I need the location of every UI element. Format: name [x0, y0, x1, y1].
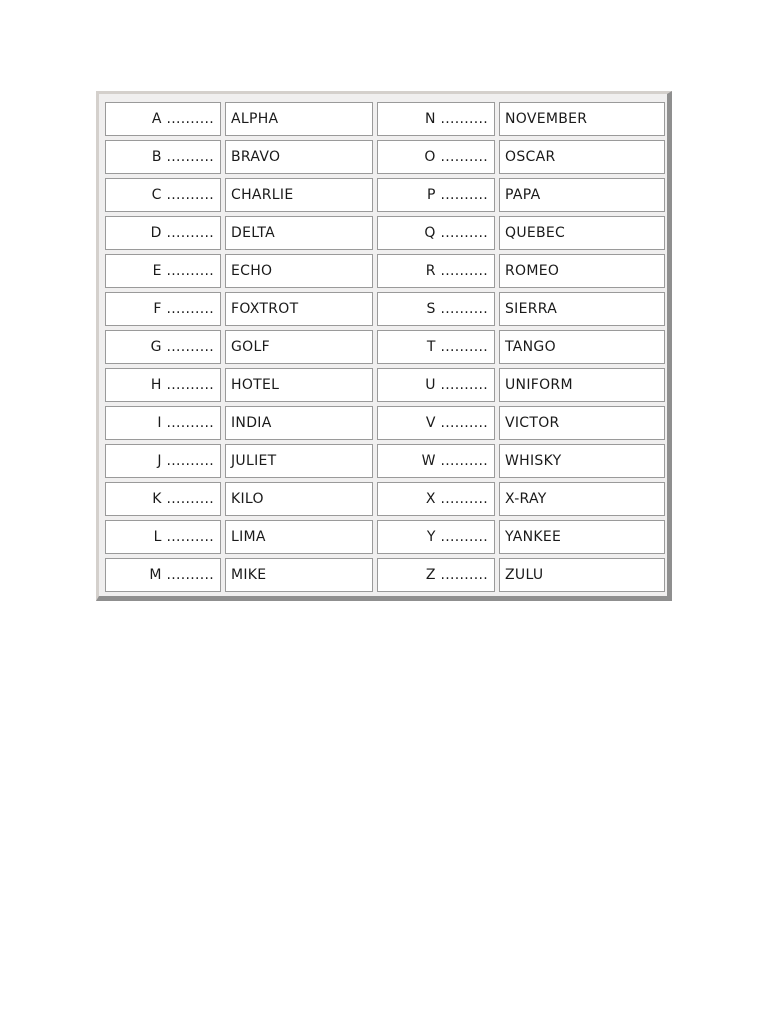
letter-cell: D .......... [105, 216, 221, 250]
code-word-cell: YANKEE [499, 520, 665, 554]
letter-cell: N .......... [377, 102, 495, 136]
code-word-cell: MIKE [225, 558, 373, 592]
code-word-cell: ALPHA [225, 102, 373, 136]
code-word-cell: BRAVO [225, 140, 373, 174]
code-word-cell: VICTOR [499, 406, 665, 440]
letter-cell: A .......... [105, 102, 221, 136]
letter-cell: K .......... [105, 482, 221, 516]
letter-cell: J .......... [105, 444, 221, 478]
code-word-cell: ZULU [499, 558, 665, 592]
letter-cell: R .......... [377, 254, 495, 288]
letter-cell: S .......... [377, 292, 495, 326]
letter-cell: B .......... [105, 140, 221, 174]
letter-cell: C .......... [105, 178, 221, 212]
code-word-cell: HOTEL [225, 368, 373, 402]
phonetic-alphabet-table [96, 91, 672, 601]
letter-cell: Q .......... [377, 216, 495, 250]
letter-cell: W .......... [377, 444, 495, 478]
letter-cell: U .......... [377, 368, 495, 402]
letter-cell: E .......... [105, 254, 221, 288]
letter-cell: O .......... [377, 140, 495, 174]
letter-cell: T .......... [377, 330, 495, 364]
code-word-cell: JULIET [225, 444, 373, 478]
code-word-cell: KILO [225, 482, 373, 516]
code-word-cell: QUEBEC [499, 216, 665, 250]
letter-cell: P .......... [377, 178, 495, 212]
letter-cell: I .......... [105, 406, 221, 440]
phonetic-alphabet-grid [105, 102, 665, 592]
code-word-cell: SIERRA [499, 292, 665, 326]
code-word-cell: WHISKY [499, 444, 665, 478]
code-word-cell: ROMEO [499, 254, 665, 288]
code-word-cell: GOLF [225, 330, 373, 364]
letter-cell: Y .......... [377, 520, 495, 554]
letter-cell: L .......... [105, 520, 221, 554]
letter-cell: G .......... [105, 330, 221, 364]
code-word-cell: CHARLIE [225, 178, 373, 212]
letter-cell: Z .......... [377, 558, 495, 592]
letter-cell: H .......... [105, 368, 221, 402]
code-word-cell: X-RAY [499, 482, 665, 516]
code-word-cell: TANGO [499, 330, 665, 364]
letter-cell: V .......... [377, 406, 495, 440]
code-word-cell: UNIFORM [499, 368, 665, 402]
code-word-cell: INDIA [225, 406, 373, 440]
letter-cell: F .......... [105, 292, 221, 326]
code-word-cell: NOVEMBER [499, 102, 665, 136]
code-word-cell: LIMA [225, 520, 373, 554]
code-word-cell: PAPA [499, 178, 665, 212]
letter-cell: X .......... [377, 482, 495, 516]
code-word-cell: FOXTROT [225, 292, 373, 326]
code-word-cell: ECHO [225, 254, 373, 288]
code-word-cell: DELTA [225, 216, 373, 250]
letter-cell: M .......... [105, 558, 221, 592]
code-word-cell: OSCAR [499, 140, 665, 174]
